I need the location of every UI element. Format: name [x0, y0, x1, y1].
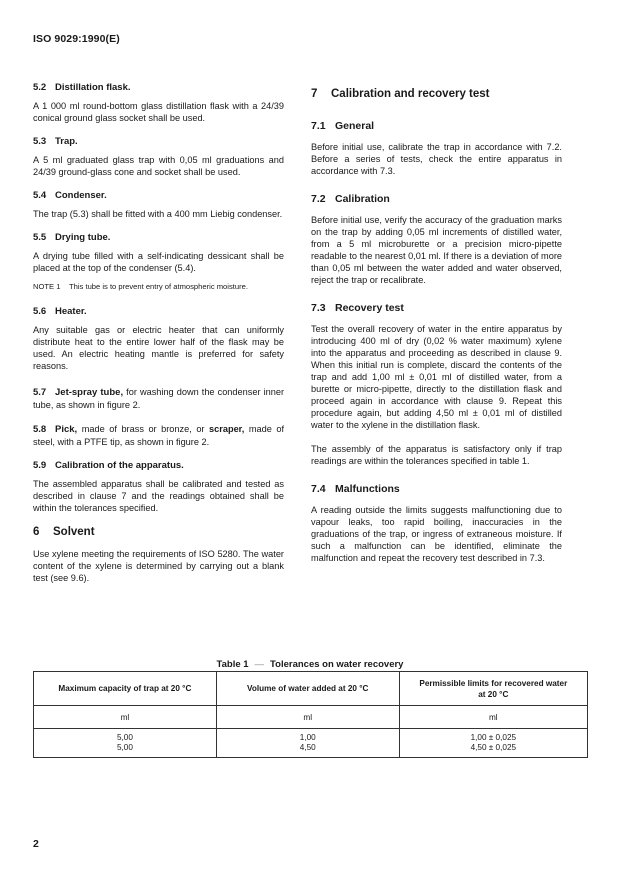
- heading-5-3: 5.3 Trap.: [33, 136, 78, 147]
- heading-5-5: 5.5 Drying tube.: [33, 232, 111, 243]
- table-header-cell: Maximum capacity of trap at 20 °C: [34, 672, 217, 706]
- para-7-3: Test the overall recovery of water in the entire apparatus by introducing 400 ml of dry (0,02 % water maximum) xylene into the apparatus and proceeding as described in clause 9. When this initial run is complete, discard the contents of the trap and add 1,00 ml ± 0,01 ml of distilled water, from a burette or micro-pipette, directly to the distillation flask and proceed again in accordance with clause 9. Repeat this procedure again, but adding 4,50 ml ± 0,01 ml of distilled water to the xylene in the distillation flask.: [311, 324, 562, 430]
- heading-5-2: 5.2 Distillation flask.: [33, 82, 131, 93]
- document-id: ISO 9029:1990(E): [33, 33, 120, 45]
- table-cell: 1,00 ± 0,025 4,50 ± 0,025: [399, 729, 587, 758]
- para-7-2: Before initial use, verify the accuracy of the graduation marks on the trap by adding 0,05 ml increments of distilled water, from a 5 ml microburette or a precision micro-pipette readable to the nearest 0,01 ml. If there is a deviation of more than 0,05 ml between the water added and water observed, reject the trap or recalibrate.: [311, 215, 562, 285]
- para-5-6: Any suitable gas or electric heater that can uniformly distribute heat to the entire lower half of the flask may be used. An electric heating mantle is preferred for safety reasons.: [33, 325, 284, 371]
- table-header-cell: Permissible limits for recovered water at 20 °C: [399, 672, 587, 706]
- para-5-7: 5.7 Jet-spray tube, for washing down the condenser inner tube, as shown in figure 2.: [33, 387, 285, 410]
- para-5-5: A drying tube filled with a self-indicating dessicant shall be placed at the top of the condenser (5.4).: [33, 251, 284, 273]
- heading-7-1: 7.1 General: [311, 120, 375, 132]
- table-cell: ml: [216, 706, 399, 729]
- note-1: NOTE 1 This tube is to prevent entry of atmospheric moisture.: [33, 282, 248, 291]
- heading-7-4: 7.4 Malfunctions: [311, 483, 400, 495]
- para-7-3-b: The assembly of the apparatus is satisfactory only if trap readings are within the tolerances specified in table 1.: [311, 444, 562, 466]
- para-5-2: A 1 000 ml round-bottom glass distillation flask with a 24/39 conical ground glass socket shall be used.: [33, 101, 284, 123]
- tolerance-table: [33, 671, 588, 758]
- table-cell: ml: [34, 706, 217, 729]
- para-7-4: A reading outside the limits suggests malfunctioning due to vapour leaks, too rapid boiling, inaccuracies in the graduations of the trap, or ingress of extraneous moisture. If such a malfunction can be identified, eliminate the malfunction and repeat the recovery test described in 7.3.: [311, 505, 562, 563]
- para-6: Use xylene meeting the requirements of ISO 5280. The water content of the xylene is determined by carrying out a blank test (see 9.6).: [33, 549, 284, 583]
- table-units-row: [34, 706, 588, 729]
- table-cell: 5,00 5,00: [34, 729, 217, 758]
- para-5-3: A 5 ml graduated glass trap with 0,05 ml graduations and 24/39 ground-glass cone and socket shall be used.: [33, 155, 284, 177]
- para-5-8: 5.8 Pick, made of brass or bronze, or scraper, made of steel, with a PTFE tip, as shown in figure 2.: [33, 424, 285, 447]
- heading-7-2: 7.2 Calibration: [311, 193, 390, 205]
- heading-6: 6 Solvent: [33, 526, 95, 538]
- table-cell: 1,00 4,50: [216, 729, 399, 758]
- heading-5-6: 5.6 Heater.: [33, 306, 87, 317]
- table-cell: ml: [399, 706, 587, 729]
- table-header-cell: Volume of water added at 20 °C: [216, 672, 399, 706]
- heading-5-4: 5.4 Condenser.: [33, 190, 107, 201]
- right-column: [311, 86, 562, 576]
- heading-7: 7 Calibration and recovery test: [311, 88, 490, 100]
- left-column: [33, 82, 284, 596]
- heading-5-9: 5.9 Calibration of the apparatus.: [33, 460, 184, 471]
- table-row: [34, 729, 588, 758]
- heading-7-3: 7.3 Recovery test: [311, 302, 404, 314]
- page-number: 2: [33, 838, 39, 850]
- table-caption: Table 1 — Tolerances on water recovery: [216, 659, 404, 670]
- para-7-1: Before initial use, calibrate the trap in accordance with 7.2. Before a series of tests, check the entire apparatus in accordance with 7.3.: [311, 142, 562, 176]
- table-header-row: [34, 672, 588, 706]
- para-5-9: The assembled apparatus shall be calibrated and tested as described in clause 7 and the readings obtained shall be within the tolerances specified.: [33, 479, 284, 513]
- para-5-4: The trap (5.3) shall be fitted with a 400 mm Liebig condenser.: [33, 209, 283, 219]
